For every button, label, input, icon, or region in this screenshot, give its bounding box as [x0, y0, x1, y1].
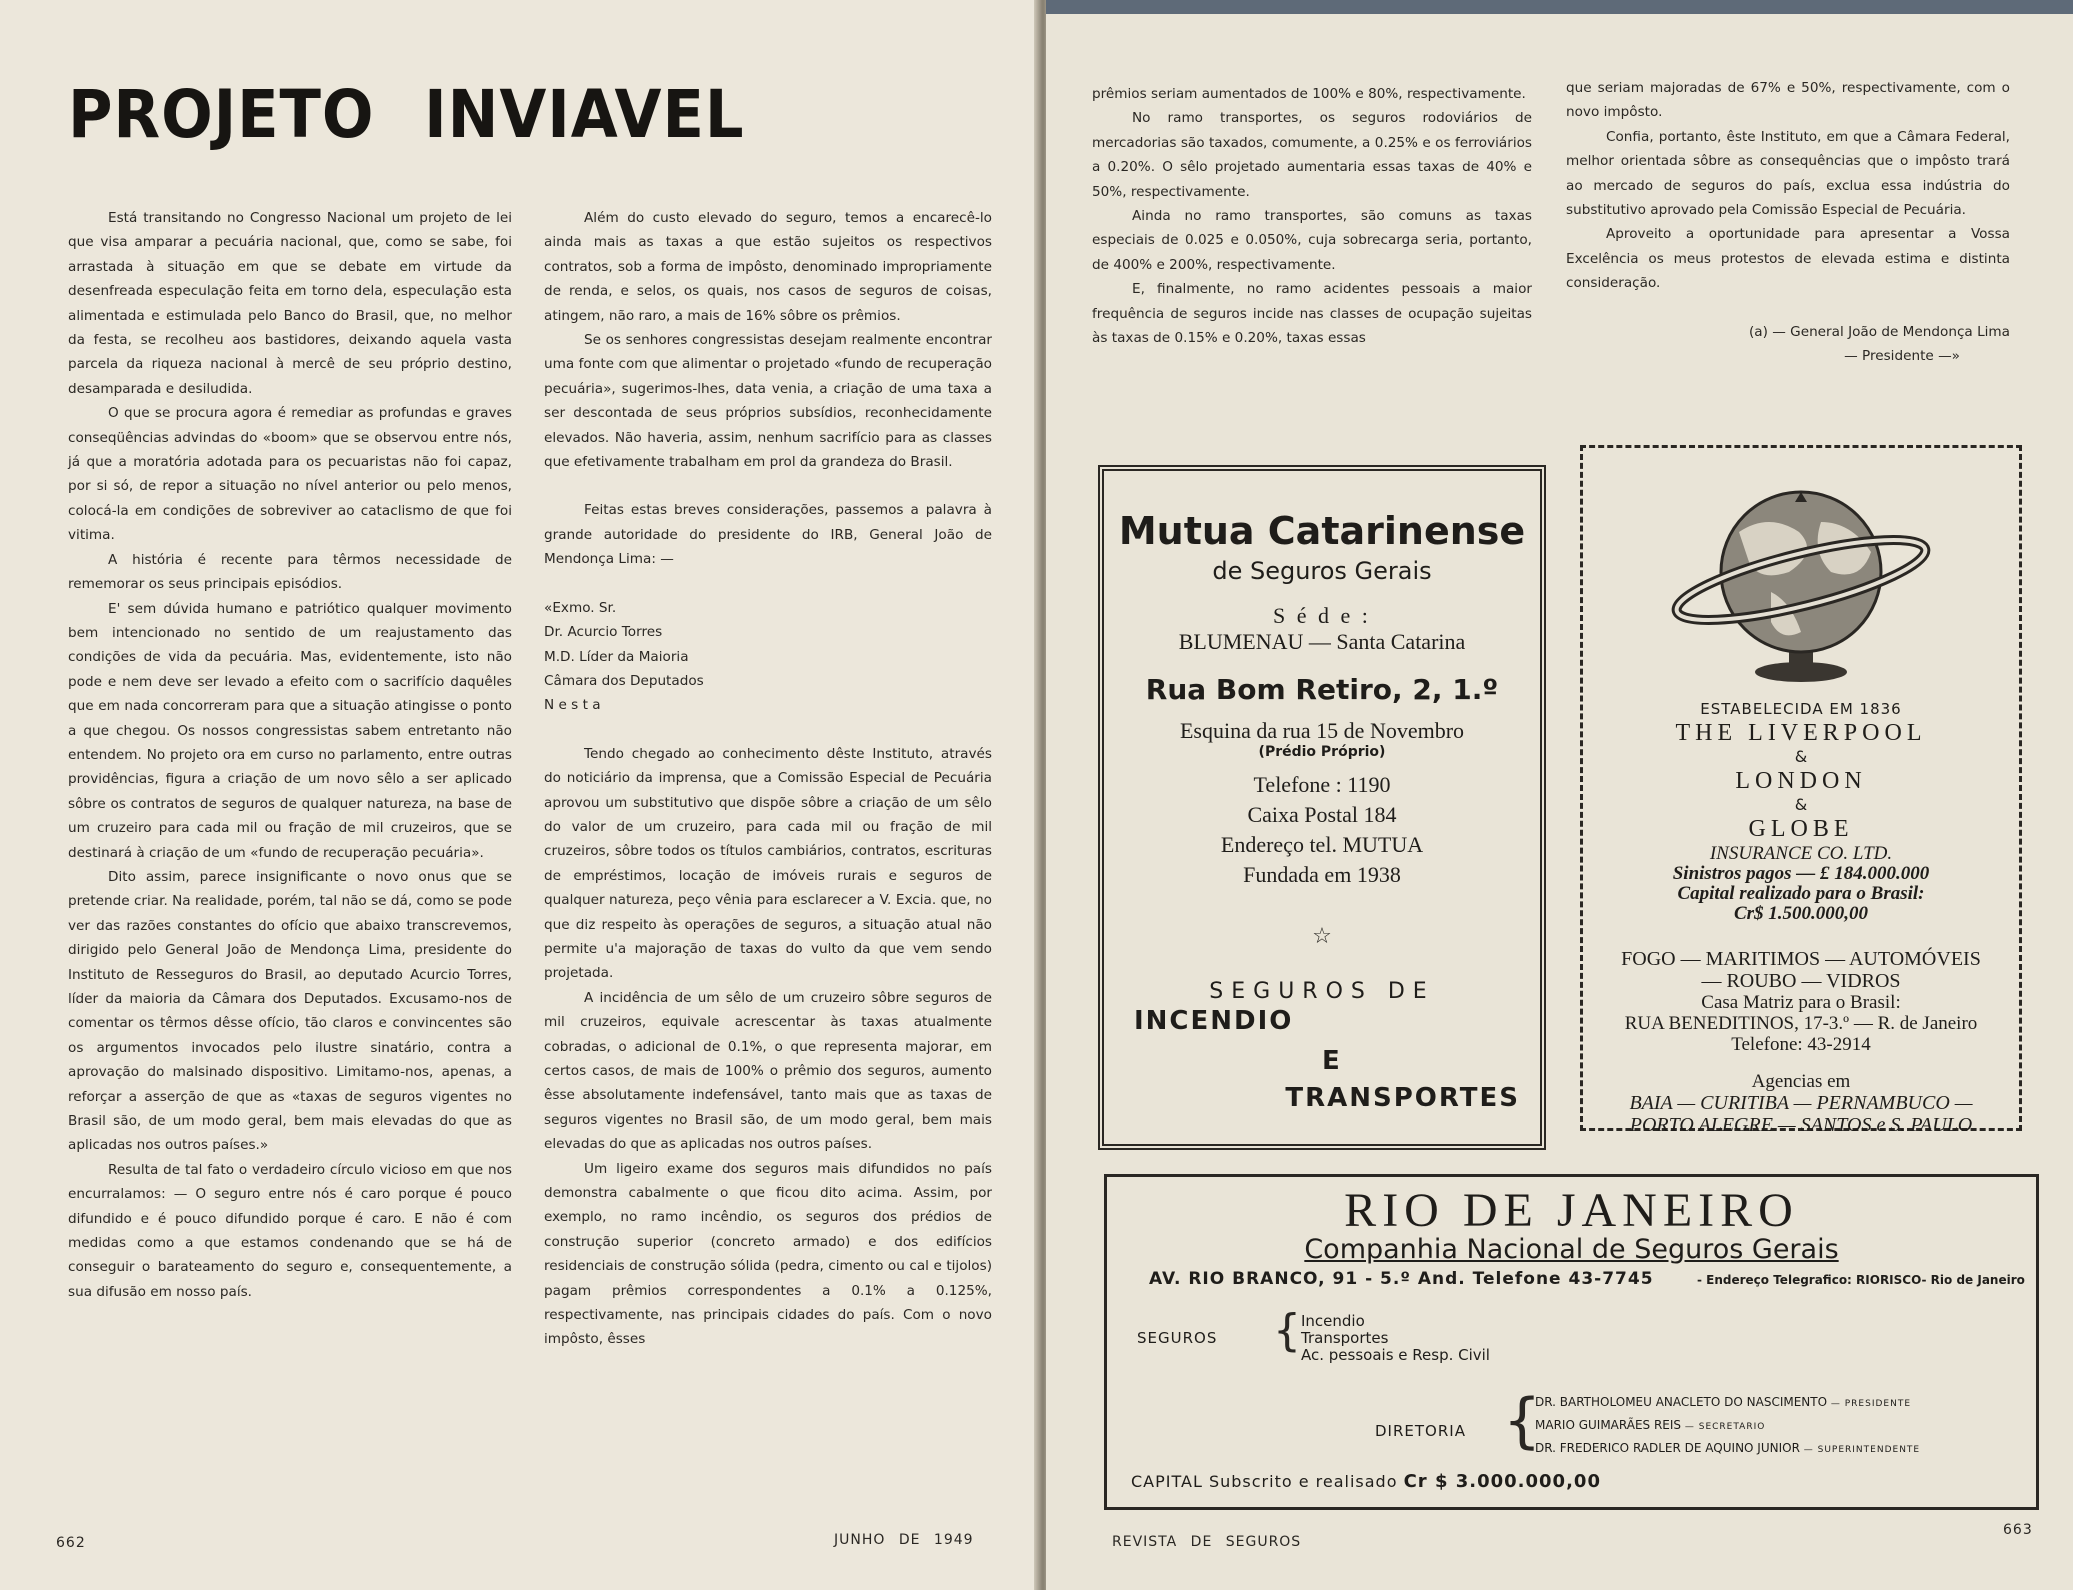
list-item: Incendio	[1301, 1312, 1365, 1330]
paragraph: Ainda no ramo transportes, são comuns as taxas especiais de 0.025 e 0.050%, cuja sobrecarga seria, portanto, de 400% e 200%, respectivamente.	[1092, 208, 1532, 273]
ad-liverpool-line1: THE LIVERPOOL	[1675, 720, 1927, 746]
ad-liverpool-line3: GLOBE	[1748, 816, 1854, 842]
ad-address: AV. RIO BRANCO, 91 - 5.º And. Telefone 43-7745	[1149, 1269, 1654, 1289]
list-item	[1535, 1438, 1920, 1461]
ad-capital-value: Cr$ 1.500.000,00	[1733, 903, 1869, 924]
ad-company-subtitle: de Seguros Gerais	[1212, 557, 1432, 585]
ad-seguros-de: SEGUROS DE	[1209, 979, 1435, 1004]
paragraph: Se os senhores congressistas desejam realmente encontrar uma fonte com que alimentar o projetado «fundo de recuperação pecuária», sugerimos-lhes, data venia, a criação de uma taxa a ser descontada de seus próprios subsídios, reconhecidamente elevados. Não haveria, assim, nenhum sacrifício para as classes que efetivamente trabalham em prol da grandeza do Brasil.	[544, 332, 992, 471]
issue-date: JUNHO DE 1949	[834, 1532, 974, 1548]
ad-incendio: INCENDIO	[1134, 1006, 1294, 1036]
ad-ampersand: &	[1794, 795, 1808, 814]
paragraph: prêmios seriam aumentados de 100% e 80%, respectivamente.	[1092, 86, 1526, 102]
address-line: Dr. Acurcio Torres	[544, 624, 663, 641]
ad-seguros-list	[1301, 1313, 1490, 1364]
capital-label: CAPITAL Subscrito e realisado	[1131, 1472, 1398, 1491]
ad-lines-a: FOGO — MARITIMOS — AUTOMÓVEIS	[1621, 948, 1981, 970]
ad-agencias: Agencias em	[1751, 1071, 1851, 1092]
capital-value: Cr $ 3.000.000,00	[1403, 1471, 1601, 1492]
ad-telegraph: Endereço tel. MUTUA	[1220, 832, 1424, 857]
ad-diretoria-list	[1535, 1392, 1920, 1461]
director-name: DR. BARTHOLOMEU ANACLETO DO NASCIMENTO	[1535, 1395, 1828, 1409]
ad-transportes: TRANSPORTES	[1285, 1083, 1520, 1113]
article-title: PROJETO INVIAVEL	[68, 76, 745, 153]
paragraph: Tendo chegado ao conhecimento dêste Instituto, através do noticiário da imprensa, que a Comissão Especial de Pecuária aprovou um substitutivo que dispõe sôbre a criação de um sêlo do valor de um cruzeiro, para cada mil ou fração de mil cruzeiros, sôbre todos os títulos cambiários, contratos, escrituras de empréstimos, locação de imóveis rurais e seguros de qualquer natureza, peço vênia para esclarecer a V. Excia. que, no que diz respeito às operações de seguros, a situação atual não permite u'a majoração de taxas do vulto da que vem sendo projetada.	[544, 745, 992, 982]
paragraph: A incidência de um sêlo de um cruzeiro sôbre seguros de mil cruzeiros, equivale acrescentar às taxas atualmente cobradas, o adicional de 0.1%, o que representa majorar, em certos casos, de mais de 100% o prêmio dos seguros, aumento êsse absolutamente indefensável, tanto mais que as taxas de seguros vigentes no Brasil são, de um modo geral, bem mais elevadas do que as aplicadas nos outros países.	[544, 989, 992, 1153]
ad-phone: Telefone : 1190	[1253, 772, 1391, 797]
signature-title: — Presidente —»	[1844, 348, 1960, 365]
director-role: — PRESIDENTE	[1830, 1399, 1912, 1409]
article-column-1	[68, 206, 512, 1304]
article-column-2	[544, 206, 992, 1352]
cover-edge	[1046, 0, 2073, 14]
ad-insurance-co: INSURANCE CO. LTD.	[1709, 843, 1893, 864]
ad-cities-b: PORTO ALEGRE — SANTOS e S. PAULO	[1629, 1114, 1973, 1136]
ad-lines-b: — ROUBO — VIDROS	[1701, 970, 1901, 992]
ad-founded: Fundada em 1938	[1243, 862, 1401, 887]
paragraph: que seriam majoradas de 67% e 50%, respectivamente, com o novo impôsto.	[1566, 80, 2010, 121]
ad-phone: Telefone: 43-2914	[1731, 1034, 1871, 1055]
director-role: — SECRETARIO	[1684, 1422, 1766, 1432]
paragraph: Está transitando no Congresso Nacional um projeto de lei que visa amparar a pecuária nacional, que, como se sabe, foi arrastada à situação em que se debate em virtude da desenfreada especulação feita em torno dela, especulação esta alimentada e estimulada pelo Banco do Brasil, que, no melhor da festa, se recolheu aos bastidores, deixando aquela vasta parcela da riqueza nacional à mercê de seu próprio destino, desamparada e desiludida.	[68, 210, 512, 397]
globe-emblem-icon	[1651, 472, 1951, 692]
list-item: Transportes	[1301, 1329, 1389, 1347]
magazine-title: REVISTA DE SEGUROS	[1112, 1534, 1302, 1550]
paragraph: O que se procura agora é remediar as profundas e graves conseqüências advindas do «boom» que se observou entre nós, já que a moratória adotada para os pecuaristas não foi capaz, por si só, de repor a situação no nível anterior ou pelo menos, colocá-la em condições de sobreviver ao cataclismo de que foi vitima.	[68, 405, 512, 544]
page-number-left: 662	[56, 1535, 86, 1551]
brace-icon: {	[1503, 1386, 1542, 1456]
ad-telegraph: - Endereço Telegrafico: RIORISCO- Rio de Janeiro	[1697, 1273, 2025, 1287]
ad-address: RUA BENEDITINOS, 17-3.º — R. de Janeiro	[1624, 1013, 1978, 1034]
ad-company-name: RIO DE JANEIRO	[1344, 1184, 1799, 1237]
article-column-4	[1566, 76, 2010, 368]
address-line: «Exmo. Sr.	[544, 599, 617, 616]
letter-address-block	[544, 596, 992, 718]
signature: (a) — General João de Mendonça Lima	[1749, 323, 2010, 340]
ad-liverpool-london-globe	[1580, 445, 2022, 1136]
star-icon: ☆	[1312, 924, 1332, 949]
ad-capital	[1131, 1471, 1601, 1492]
paragraph: Confia, portanto, êste Instituto, em que a Câmara Federal, melhor orientada sôbre as consequências que o impôsto trará ao mercado de seguros do país, exclua essa indústria do substitutivo aprovado pela Comissão Especial de Pecuária.	[1566, 128, 2010, 219]
paragraph: Aproveito a oportunidade para apresentar a Vossa Excelência os meus protestos de elevada estima e distinta consideração.	[1566, 226, 2010, 292]
brace-icon: {	[1273, 1305, 1301, 1356]
address-line: Câmara dos Deputados	[544, 672, 704, 689]
paragraph: A história é recente para têrmos necessidade de rememorar os seus principais episódios.	[68, 551, 512, 593]
list-item	[1535, 1415, 1920, 1438]
ad-capital-label: Capital realizado para o Brasil:	[1677, 883, 1925, 904]
paragraph: No ramo transportes, os seguros rodoviários de mercadorias são taxados, comumente, a 0.25% e os ferroviários a 0.20%. O sêlo projetado aumentaria essas taxas de 40% e 50%, respectivamente.	[1092, 110, 1532, 200]
ad-mutua-catarinense	[1098, 465, 1546, 1150]
ad-building: (Prédio Próprio)	[1258, 744, 1386, 760]
director-name: DR. FREDERICO RADLER DE AQUINO JUNIOR	[1535, 1441, 1800, 1455]
paragraph: E' sem dúvida humano e patriótico qualquer movimento bem intencionado no sentido de um reajustamento das condições de vida da pecuária. Mas, evidentemente, isto não pode e nem deve ser levado a efeito com o sacrifício daquêles que em nada concorreram para que a situação atingisse o ponto a que chegou. Os nossos congressistas sabem entretanto não entendem. No projeto ora em curso no parlamento, entre outras providências, figura a criação de um novo sêlo a ser aplicado sôbre os contratos de seguros de qualquer natureza, na base de um cruzeiro para cada mil ou fração de mil cruzeiros, que se destinará à criação de um «fundo de recuperação pecuária».	[68, 600, 512, 861]
ad-city: BLUMENAU — Santa Catarina	[1178, 629, 1466, 654]
ad-street: Rua Bom Retiro, 2, 1.º	[1145, 673, 1499, 706]
paragraph: Um ligeiro exame dos seguros mais difundidos no país demonstra cabalmente o que ficou dito acima. Assim, por exemplo, no ramo incêndio, os seguros dos prédios de construção superior (concreto armado) e dos edifícios residenciais de construção sólida (pedra, cimento ou cal e tijolos) pagam prêmios correspondentes a 0.1% a 0.125%, respectivamente, nas principais cidades do país. Com o novo impôsto, êsses	[544, 1160, 992, 1348]
ad-sede-label: S é d e :	[1273, 603, 1371, 628]
list-item: Ac. pessoais e Resp. Civil	[1301, 1346, 1490, 1364]
ad-corner: Esquina da rua 15 de Novembro	[1179, 718, 1465, 743]
director-role: — SUPERINTENDENTE	[1803, 1445, 1921, 1455]
paragraph: Além do custo elevado do seguro, temos a encarecê-lo ainda mais as taxas a que estão sujeitos os respectivos contratos, sob a forma de impôsto, denominado impropriamente de renda, e selos, os quais, nos casos de seguros de coisas, atingem, não raro, a mais de 16% sôbre os prêmios.	[544, 210, 992, 324]
address-line: N e s t a	[544, 697, 601, 714]
ad-company-name: Mutua Catarinense	[1118, 509, 1526, 553]
address-line: M.D. Líder da Maioria	[544, 648, 689, 665]
director-name: MARIO GUIMARÃES REIS	[1535, 1418, 1682, 1432]
list-item	[1535, 1392, 1920, 1415]
ad-established: ESTABELECIDA EM 1836	[1700, 700, 1902, 718]
ad-company-subtitle: Companhia Nacional de Seguros Gerais	[1304, 1234, 1839, 1265]
ad-casa-matriz: Casa Matriz para o Brasil:	[1701, 992, 1901, 1013]
paragraph: Resulta de tal fato o verdadeiro círculo vicioso em que nos encurralamos: — O seguro entre nós é caro porque é pouco difundido e é pouco difundido porque é caro. E não é com medidas como a que estamos condenando que se há de conseguir o barateamento do seguro e, consequentemente, a sua difusão em nosso país.	[68, 1161, 512, 1300]
ad-ampersand: &	[1794, 747, 1808, 766]
ad-liverpool-line2: LONDON	[1735, 768, 1867, 794]
ad-diretoria-label: DIRETORIA	[1375, 1422, 1466, 1440]
ad-cities-a: BAIA — CURITIBA — PERNAMBUCO —	[1629, 1092, 1973, 1114]
ad-e: E	[1322, 1046, 1340, 1076]
ad-pobox: Caixa Postal 184	[1247, 802, 1397, 827]
ad-sinistros: Sinistros pagos — £ 184.000.000	[1672, 863, 1930, 884]
page-number-right: 663	[2003, 1522, 2033, 1538]
paragraph: Dito assim, parece insignificante o novo onus que se pretende criar. Na realidade, porém, tal não se dá, como se pode ver das razões constantes do ofício que abaixo transcrevemos, dirigido pelo General João de Mendonça Lima, presidente do Instituto de Resseguros do Brasil, ao deputado Acurcio Torres, líder da maioria da Câmara dos Deputados. Excusamo-nos de comentar os têrmos dêsse ofício, tão claros e convincentes são os argumentos invocados pelo ilustre sinatário, contra a aprovação do malsinado dispositivo. Limitamo-nos, apenas, a reforçar a asserção de que as «taxas de seguros vigentes no Brasil são, de um modo geral, bem mais elevadas do que as aplicadas nos outros países.»	[68, 868, 512, 1154]
ad-seguros-label: SEGUROS	[1137, 1329, 1218, 1347]
paragraph: E, finalmente, no ramo acidentes pessoais a maior frequência de seguros incide nas classes de ocupação sujeitas às taxas de 0.15% e 0.20%, taxas essas	[1092, 281, 1532, 347]
paragraph: Feitas estas breves considerações, passemos a palavra à grande autoridade do presidente do IRB, General João de Mendonça Lima: —	[544, 502, 992, 568]
article-column-3	[1092, 82, 1532, 350]
ad-rio-de-janeiro	[1104, 1174, 2039, 1510]
